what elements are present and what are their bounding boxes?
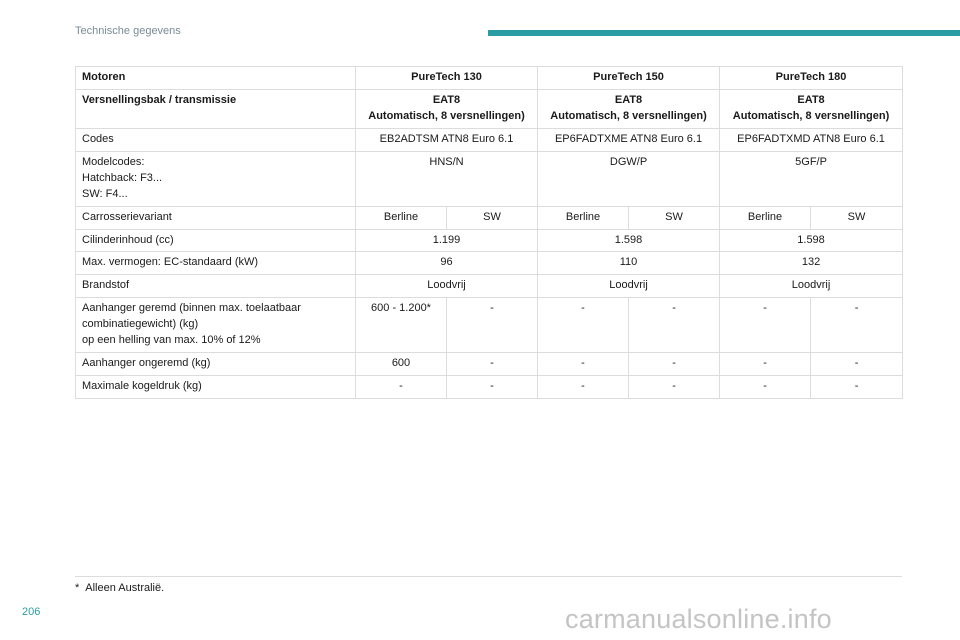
code-cell: EP6FADTXMD ATN8 Euro 6.1 bbox=[720, 128, 903, 151]
row-label-line: op een helling van max. 10% of 12% bbox=[82, 334, 261, 347]
table-row-model-codes bbox=[76, 151, 903, 206]
row-label-line: Hatchback: F3... bbox=[82, 171, 163, 184]
model-code-cell: 5GF/P bbox=[720, 151, 903, 206]
code-cell: EB2ADTSM ATN8 Euro 6.1 bbox=[356, 128, 538, 151]
transmission-type: EAT8 bbox=[797, 93, 825, 106]
row-label-line: Modelcodes: bbox=[82, 155, 145, 168]
section-title: Technische gegevens bbox=[75, 25, 181, 37]
row-label: Aanhanger ongeremd (kg) bbox=[76, 353, 356, 376]
row-label-line: Aanhanger geremd (binnen max. toelaatbaar bbox=[82, 302, 301, 315]
unbraked-trailer-cell: - bbox=[538, 353, 629, 376]
power-cell: 96 bbox=[356, 252, 538, 275]
table-row-displacement bbox=[76, 229, 903, 252]
footnote-text: Alleen Australië. bbox=[85, 582, 165, 594]
row-label: Cilinderinhoud (cc) bbox=[76, 229, 356, 252]
unbraked-trailer-cell: - bbox=[811, 353, 903, 376]
transmission-cell bbox=[356, 89, 538, 128]
unbraked-trailer-cell: - bbox=[629, 353, 720, 376]
body-variant-cell: SW bbox=[447, 206, 538, 229]
unbraked-trailer-cell: 600 bbox=[356, 353, 447, 376]
engine-cell: PureTech 130 bbox=[356, 67, 538, 90]
header-accent-bar bbox=[488, 30, 960, 36]
braked-trailer-cell: - bbox=[629, 298, 720, 353]
unbraked-trailer-cell: - bbox=[720, 353, 811, 376]
row-label: Versnellingsbak / transmissie bbox=[76, 89, 356, 128]
transmission-description: Automatisch, 8 versnellingen) bbox=[368, 109, 525, 122]
nose-weight-cell: - bbox=[447, 376, 538, 399]
transmission-description: Automatisch, 8 versnellingen) bbox=[550, 109, 707, 122]
braked-trailer-cell: - bbox=[720, 298, 811, 353]
row-label bbox=[76, 151, 356, 206]
nose-weight-cell: - bbox=[538, 376, 629, 399]
body-variant-cell: SW bbox=[629, 206, 720, 229]
body-variant-cell: Berline bbox=[356, 206, 447, 229]
table-row-braked-trailer bbox=[76, 298, 903, 353]
row-label: Maximale kogeldruk (kg) bbox=[76, 376, 356, 399]
transmission-cell bbox=[538, 89, 720, 128]
power-cell: 132 bbox=[720, 252, 903, 275]
row-label: Max. vermogen: EC-standaard (kW) bbox=[76, 252, 356, 275]
displacement-cell: 1.199 bbox=[356, 229, 538, 252]
fuel-cell: Loodvrij bbox=[720, 275, 903, 298]
fuel-cell: Loodvrij bbox=[538, 275, 720, 298]
table-row-engines bbox=[76, 67, 903, 90]
row-label-line: SW: F4... bbox=[82, 187, 128, 200]
row-label-line: combinatiegewicht) (kg) bbox=[82, 318, 199, 331]
transmission-cell bbox=[720, 89, 903, 128]
power-cell: 110 bbox=[538, 252, 720, 275]
row-label: Motoren bbox=[76, 67, 356, 90]
table-row-transmission bbox=[76, 89, 903, 128]
code-cell: EP6FADTXME ATN8 Euro 6.1 bbox=[538, 128, 720, 151]
table-row-codes bbox=[76, 128, 903, 151]
footnote bbox=[75, 582, 164, 594]
technical-specs-table bbox=[75, 66, 903, 399]
model-code-cell: HNS/N bbox=[356, 151, 538, 206]
row-label: Codes bbox=[76, 128, 356, 151]
body-variant-cell: SW bbox=[811, 206, 903, 229]
table-row-body-variant bbox=[76, 206, 903, 229]
row-label: Brandstof bbox=[76, 275, 356, 298]
row-label: Carrosserievariant bbox=[76, 206, 356, 229]
table-row-fuel bbox=[76, 275, 903, 298]
nose-weight-cell: - bbox=[720, 376, 811, 399]
watermark: carmanualsonline.info bbox=[565, 604, 832, 634]
row-label bbox=[76, 298, 356, 353]
unbraked-trailer-cell: - bbox=[447, 353, 538, 376]
page-number: 206 bbox=[22, 606, 41, 618]
transmission-type: EAT8 bbox=[432, 93, 461, 106]
nose-weight-cell: - bbox=[629, 376, 720, 399]
footnote-mark: * bbox=[75, 582, 80, 594]
nose-weight-cell: - bbox=[356, 376, 447, 399]
braked-trailer-cell: - bbox=[538, 298, 629, 353]
body-variant-cell: Berline bbox=[720, 206, 811, 229]
table-row-power bbox=[76, 252, 903, 275]
body-variant-cell: Berline bbox=[538, 206, 629, 229]
engine-cell: PureTech 150 bbox=[538, 67, 720, 90]
braked-trailer-cell: - bbox=[447, 298, 538, 353]
transmission-description: Automatisch, 8 versnellingen) bbox=[732, 109, 890, 122]
braked-trailer-cell: - bbox=[811, 298, 903, 353]
displacement-cell: 1.598 bbox=[538, 229, 720, 252]
engine-cell: PureTech 180 bbox=[720, 67, 903, 90]
transmission-type: EAT8 bbox=[614, 93, 643, 106]
table-row-nose-weight bbox=[76, 376, 903, 399]
displacement-cell: 1.598 bbox=[720, 229, 903, 252]
model-code-cell: DGW/P bbox=[538, 151, 720, 206]
footnote-divider bbox=[75, 576, 902, 577]
nose-weight-cell: - bbox=[811, 376, 903, 399]
braked-trailer-cell: 600 - 1.200* bbox=[356, 298, 447, 353]
fuel-cell: Loodvrij bbox=[356, 275, 538, 298]
table-row-unbraked-trailer bbox=[76, 353, 903, 376]
